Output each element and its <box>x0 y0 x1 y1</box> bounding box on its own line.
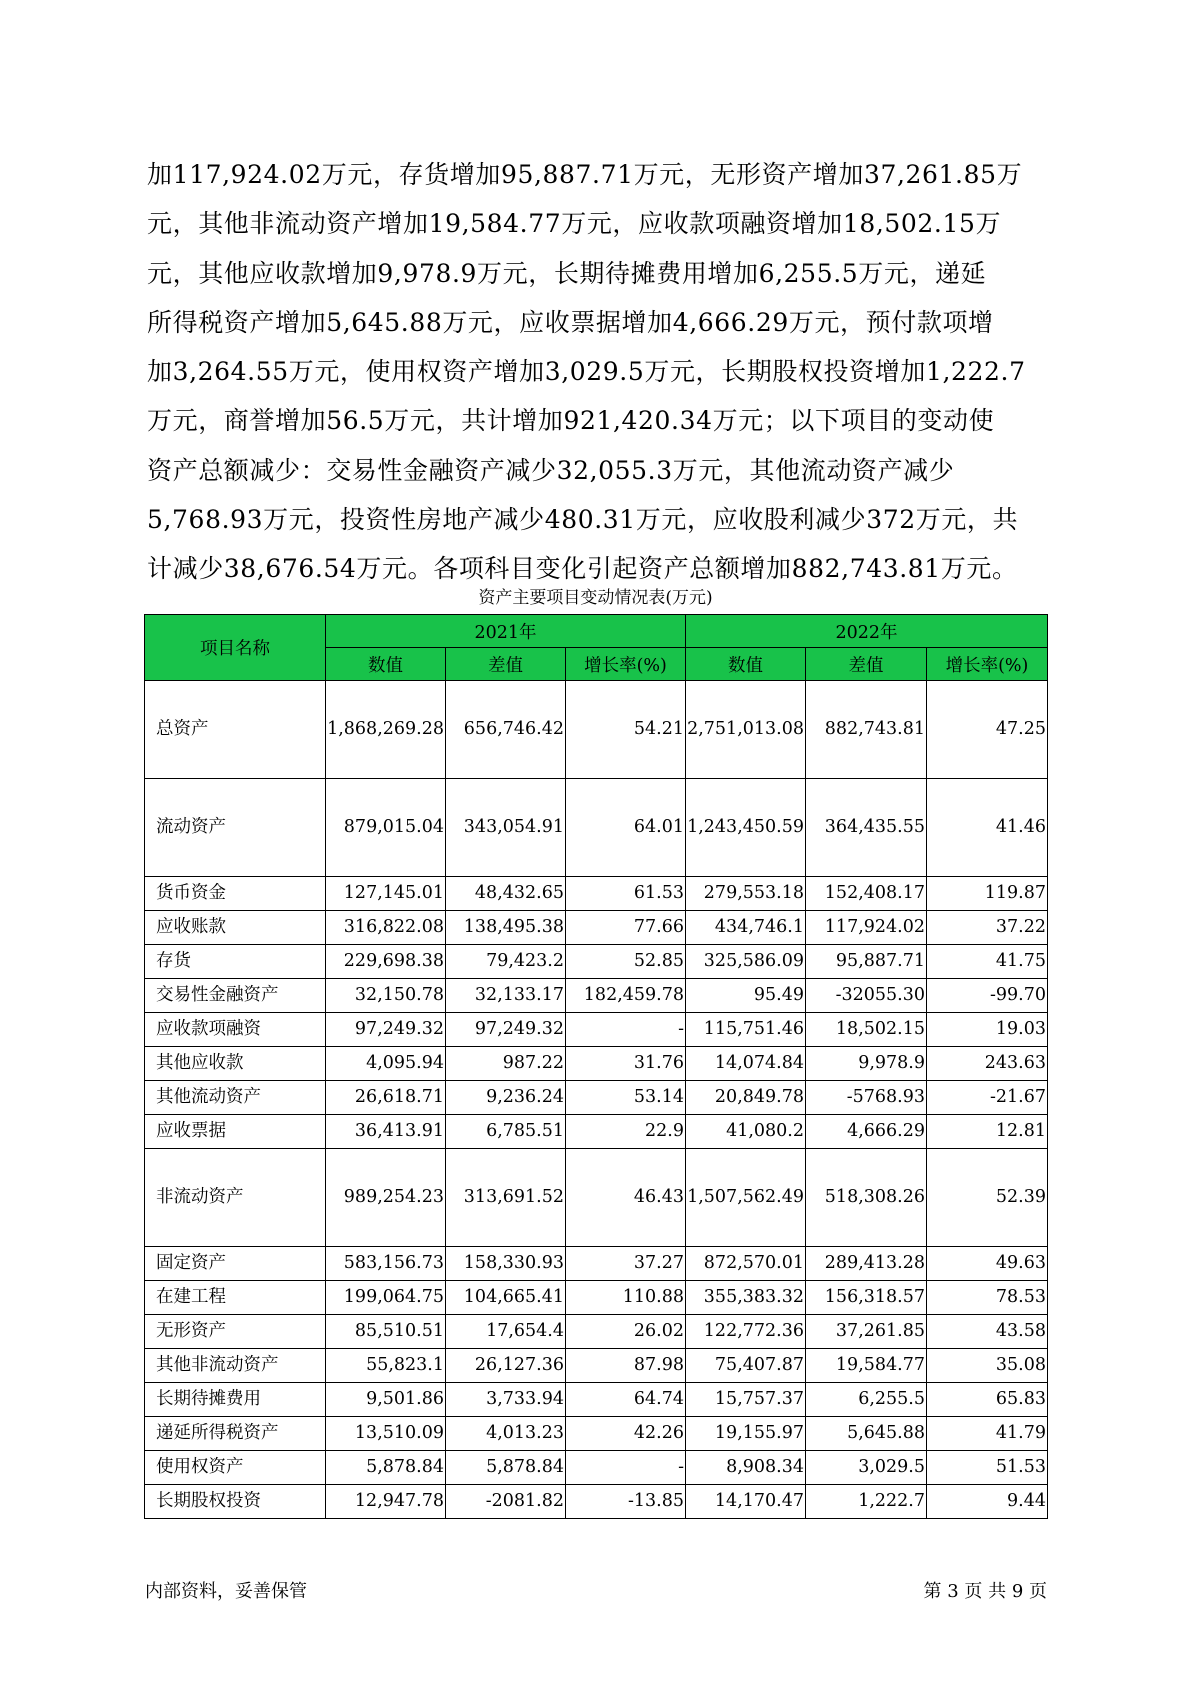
table-row <box>145 1349 1048 1383</box>
row-cell: 4,013.23 <box>446 1417 566 1451</box>
header-value: 数值 <box>326 648 446 681</box>
row-item-name: 无形资产 <box>145 1315 326 1349</box>
paragraph-line: 5,768.93万元，投资性房地产减少480.31万元，应收股利减少372万元，共 <box>147 505 1019 535</box>
row-cell: 41,080.2 <box>686 1115 806 1149</box>
row-item-name: 其他应收款 <box>145 1047 326 1081</box>
paragraph-line: 加3,264.55万元，使用权资产增加3,029.5万元，长期股权投资增加1,222.7 <box>147 357 1026 387</box>
row-cell: -5768.93 <box>806 1081 927 1115</box>
row-item-name: 应收账款 <box>145 911 326 945</box>
row-item-name: 递延所得税资产 <box>145 1417 326 1451</box>
row-cell: 37.27 <box>566 1247 686 1281</box>
row-item-name: 长期股权投资 <box>145 1485 326 1519</box>
row-cell: 1,243,450.59 <box>686 779 806 877</box>
footer-page-number: 第 3 页 共 9 页 <box>923 1581 1047 1602</box>
row-cell: 229,698.38 <box>326 945 446 979</box>
row-cell: 26.02 <box>566 1315 686 1349</box>
row-cell: 872,570.01 <box>686 1247 806 1281</box>
row-cell: 18,502.15 <box>806 1013 927 1047</box>
row-cell: 343,054.91 <box>446 779 566 877</box>
row-cell: -2081.82 <box>446 1485 566 1519</box>
table-row <box>145 1383 1048 1417</box>
row-cell: 583,156.73 <box>326 1247 446 1281</box>
row-cell: 156,318.57 <box>806 1281 927 1315</box>
row-cell: 355,383.32 <box>686 1281 806 1315</box>
row-cell: 51.53 <box>927 1451 1048 1485</box>
row-item-name: 非流动资产 <box>145 1149 326 1247</box>
row-cell: 26,127.36 <box>446 1349 566 1383</box>
row-cell: 31.76 <box>566 1047 686 1081</box>
row-cell: 64.74 <box>566 1383 686 1417</box>
row-item-name: 流动资产 <box>145 779 326 877</box>
row-cell: 122,772.36 <box>686 1315 806 1349</box>
row-cell: -99.70 <box>927 979 1048 1013</box>
row-cell: 97,249.32 <box>446 1013 566 1047</box>
footer-confidential-note: 内部资料，妥善保管 <box>145 1581 307 1602</box>
row-cell: 6,785.51 <box>446 1115 566 1149</box>
row-cell: 52.39 <box>927 1149 1048 1247</box>
header-value: 数值 <box>686 648 806 681</box>
paragraph-line: 所得税资产增加5,645.88万元，应收票据增加4,666.29万元，预付款项增 <box>147 307 994 337</box>
header-year-2022: 2022年 <box>686 615 1048 648</box>
header-diff: 差值 <box>806 648 927 681</box>
row-cell: 64.01 <box>566 779 686 877</box>
paragraph-line: 万元，商誉增加56.5万元，共计增加921,420.34万元；以下项目的变动使 <box>147 406 995 436</box>
row-cell: 3,733.94 <box>446 1383 566 1417</box>
row-cell: - <box>566 1451 686 1485</box>
row-cell: 53.14 <box>566 1081 686 1115</box>
row-cell: 316,822.08 <box>326 911 446 945</box>
table-row <box>145 877 1048 911</box>
table-row <box>145 1247 1048 1281</box>
table-row <box>145 1315 1048 1349</box>
row-cell: 243.63 <box>927 1047 1048 1081</box>
header-diff: 差值 <box>446 648 566 681</box>
table-row <box>145 779 1048 877</box>
row-cell: 26,618.71 <box>326 1081 446 1115</box>
row-cell: 19.03 <box>927 1013 1048 1047</box>
row-cell: 182,459.78 <box>566 979 686 1013</box>
row-cell: 41.46 <box>927 779 1048 877</box>
row-cell: 52.85 <box>566 945 686 979</box>
row-cell: -32055.30 <box>806 979 927 1013</box>
table-row <box>145 1115 1048 1149</box>
row-cell: 4,095.94 <box>326 1047 446 1081</box>
table-row <box>145 1281 1048 1315</box>
row-cell: -21.67 <box>927 1081 1048 1115</box>
row-cell: 41.75 <box>927 945 1048 979</box>
row-cell: 138,495.38 <box>446 911 566 945</box>
row-cell: 9.44 <box>927 1485 1048 1519</box>
row-cell: 49.63 <box>927 1247 1048 1281</box>
row-cell: 78.53 <box>927 1281 1048 1315</box>
row-item-name: 固定资产 <box>145 1247 326 1281</box>
row-cell: 434,746.1 <box>686 911 806 945</box>
row-item-name: 使用权资产 <box>145 1451 326 1485</box>
row-cell: 75,407.87 <box>686 1349 806 1383</box>
row-cell: 1,222.7 <box>806 1485 927 1519</box>
row-cell: 2,751,013.08 <box>686 681 806 779</box>
row-cell: 879,015.04 <box>326 779 446 877</box>
body-paragraph <box>147 150 1047 594</box>
table-row <box>145 1047 1048 1081</box>
row-cell: 12.81 <box>927 1115 1048 1149</box>
row-cell: 199,064.75 <box>326 1281 446 1315</box>
row-cell: 5,878.84 <box>446 1451 566 1485</box>
row-item-name: 其他非流动资产 <box>145 1349 326 1383</box>
header-year-2021: 2021年 <box>326 615 686 648</box>
row-cell: 119.87 <box>927 877 1048 911</box>
row-cell: 14,074.84 <box>686 1047 806 1081</box>
row-cell: 55,823.1 <box>326 1349 446 1383</box>
row-cell: 95,887.71 <box>806 945 927 979</box>
paragraph-line: 元，其他非流动资产增加19,584.77万元，应收款项融资增加18,502.15万 <box>147 209 1002 239</box>
row-cell: 37.22 <box>927 911 1048 945</box>
row-item-name: 应收票据 <box>145 1115 326 1149</box>
row-cell: 8,908.34 <box>686 1451 806 1485</box>
row-cell: 79,423.2 <box>446 945 566 979</box>
row-cell: 313,691.52 <box>446 1149 566 1247</box>
row-cell: 14,170.47 <box>686 1485 806 1519</box>
row-cell: 9,236.24 <box>446 1081 566 1115</box>
row-item-name: 长期待摊费用 <box>145 1383 326 1417</box>
header-growth-rate: 增长率(%) <box>927 648 1048 681</box>
row-cell: 13,510.09 <box>326 1417 446 1451</box>
paragraph-line: 加117,924.02万元，存货增加95,887.71万元，无形资产增加37,261.85万 <box>147 160 1023 189</box>
table-row <box>145 1417 1048 1451</box>
header-item-name: 项目名称 <box>145 615 326 681</box>
paragraph-line: 元，其他应收款增加9,978.9万元，长期待摊费用增加6,255.5万元，递延 <box>147 258 987 288</box>
row-cell: 95.49 <box>686 979 806 1013</box>
row-cell: 3,029.5 <box>806 1451 927 1485</box>
row-cell: 87.98 <box>566 1349 686 1383</box>
row-cell: 289,413.28 <box>806 1247 927 1281</box>
table-row <box>145 1081 1048 1115</box>
row-cell: 35.08 <box>927 1349 1048 1383</box>
row-cell: 6,255.5 <box>806 1383 927 1417</box>
row-item-name: 货币资金 <box>145 877 326 911</box>
row-cell: 152,408.17 <box>806 877 927 911</box>
row-cell: 17,654.4 <box>446 1315 566 1349</box>
row-item-name: 总资产 <box>145 681 326 779</box>
row-cell: 20,849.78 <box>686 1081 806 1115</box>
row-cell: 12,947.78 <box>326 1485 446 1519</box>
table-row <box>145 911 1048 945</box>
row-cell: 54.21 <box>566 681 686 779</box>
row-cell: 9,501.86 <box>326 1383 446 1417</box>
row-cell: 41.79 <box>927 1417 1048 1451</box>
row-cell: 4,666.29 <box>806 1115 927 1149</box>
row-cell: 110.88 <box>566 1281 686 1315</box>
paragraph-line: 计减少38,676.54万元。各项科目变化引起资产总额增加882,743.81万元。 <box>147 554 1018 584</box>
row-cell: 158,330.93 <box>446 1247 566 1281</box>
row-cell: 42.26 <box>566 1417 686 1451</box>
row-cell: 43.58 <box>927 1315 1048 1349</box>
row-cell: 325,586.09 <box>686 945 806 979</box>
asset-change-table <box>144 614 1048 1519</box>
row-cell: 364,435.55 <box>806 779 927 877</box>
table-row <box>145 1451 1048 1485</box>
row-cell: 987.22 <box>446 1047 566 1081</box>
row-cell: 882,743.81 <box>806 681 927 779</box>
row-cell: 32,133.17 <box>446 979 566 1013</box>
table-caption: 资产主要项目变动情况表(万元) <box>478 588 713 608</box>
row-cell: 65.83 <box>927 1383 1048 1417</box>
row-cell: 97,249.32 <box>326 1013 446 1047</box>
header-growth-rate: 增长率(%) <box>566 648 686 681</box>
table-row <box>145 979 1048 1013</box>
row-cell: 22.9 <box>566 1115 686 1149</box>
row-cell: 48,432.65 <box>446 877 566 911</box>
row-cell: 85,510.51 <box>326 1315 446 1349</box>
table-row <box>145 945 1048 979</box>
row-item-name: 其他流动资产 <box>145 1081 326 1115</box>
row-cell: 279,553.18 <box>686 877 806 911</box>
table-row <box>145 1485 1048 1519</box>
paragraph-line: 资产总额减少：交易性金融资产减少32,055.3万元，其他流动资产减少 <box>147 455 955 485</box>
row-cell: 32,150.78 <box>326 979 446 1013</box>
row-item-name: 交易性金融资产 <box>145 979 326 1013</box>
row-cell: 15,757.37 <box>686 1383 806 1417</box>
row-cell: 37,261.85 <box>806 1315 927 1349</box>
row-cell: 19,155.97 <box>686 1417 806 1451</box>
row-cell: 5,878.84 <box>326 1451 446 1485</box>
row-cell: 77.66 <box>566 911 686 945</box>
row-cell: 656,746.42 <box>446 681 566 779</box>
row-item-name: 应收款项融资 <box>145 1013 326 1047</box>
row-cell: 36,413.91 <box>326 1115 446 1149</box>
row-cell: 127,145.01 <box>326 877 446 911</box>
row-cell: 104,665.41 <box>446 1281 566 1315</box>
row-cell: 19,584.77 <box>806 1349 927 1383</box>
row-cell: 518,308.26 <box>806 1149 927 1247</box>
row-cell: -13.85 <box>566 1485 686 1519</box>
row-cell: 5,645.88 <box>806 1417 927 1451</box>
row-cell: 1,507,562.49 <box>686 1149 806 1247</box>
table-row <box>145 681 1048 779</box>
row-cell: - <box>566 1013 686 1047</box>
row-item-name: 存货 <box>145 945 326 979</box>
row-cell: 61.53 <box>566 877 686 911</box>
row-cell: 117,924.02 <box>806 911 927 945</box>
table-row <box>145 1013 1048 1047</box>
table-row <box>145 1149 1048 1247</box>
row-item-name: 在建工程 <box>145 1281 326 1315</box>
row-cell: 115,751.46 <box>686 1013 806 1047</box>
row-cell: 46.43 <box>566 1149 686 1247</box>
row-cell: 9,978.9 <box>806 1047 927 1081</box>
row-cell: 47.25 <box>927 681 1048 779</box>
row-cell: 1,868,269.28 <box>326 681 446 779</box>
row-cell: 989,254.23 <box>326 1149 446 1247</box>
